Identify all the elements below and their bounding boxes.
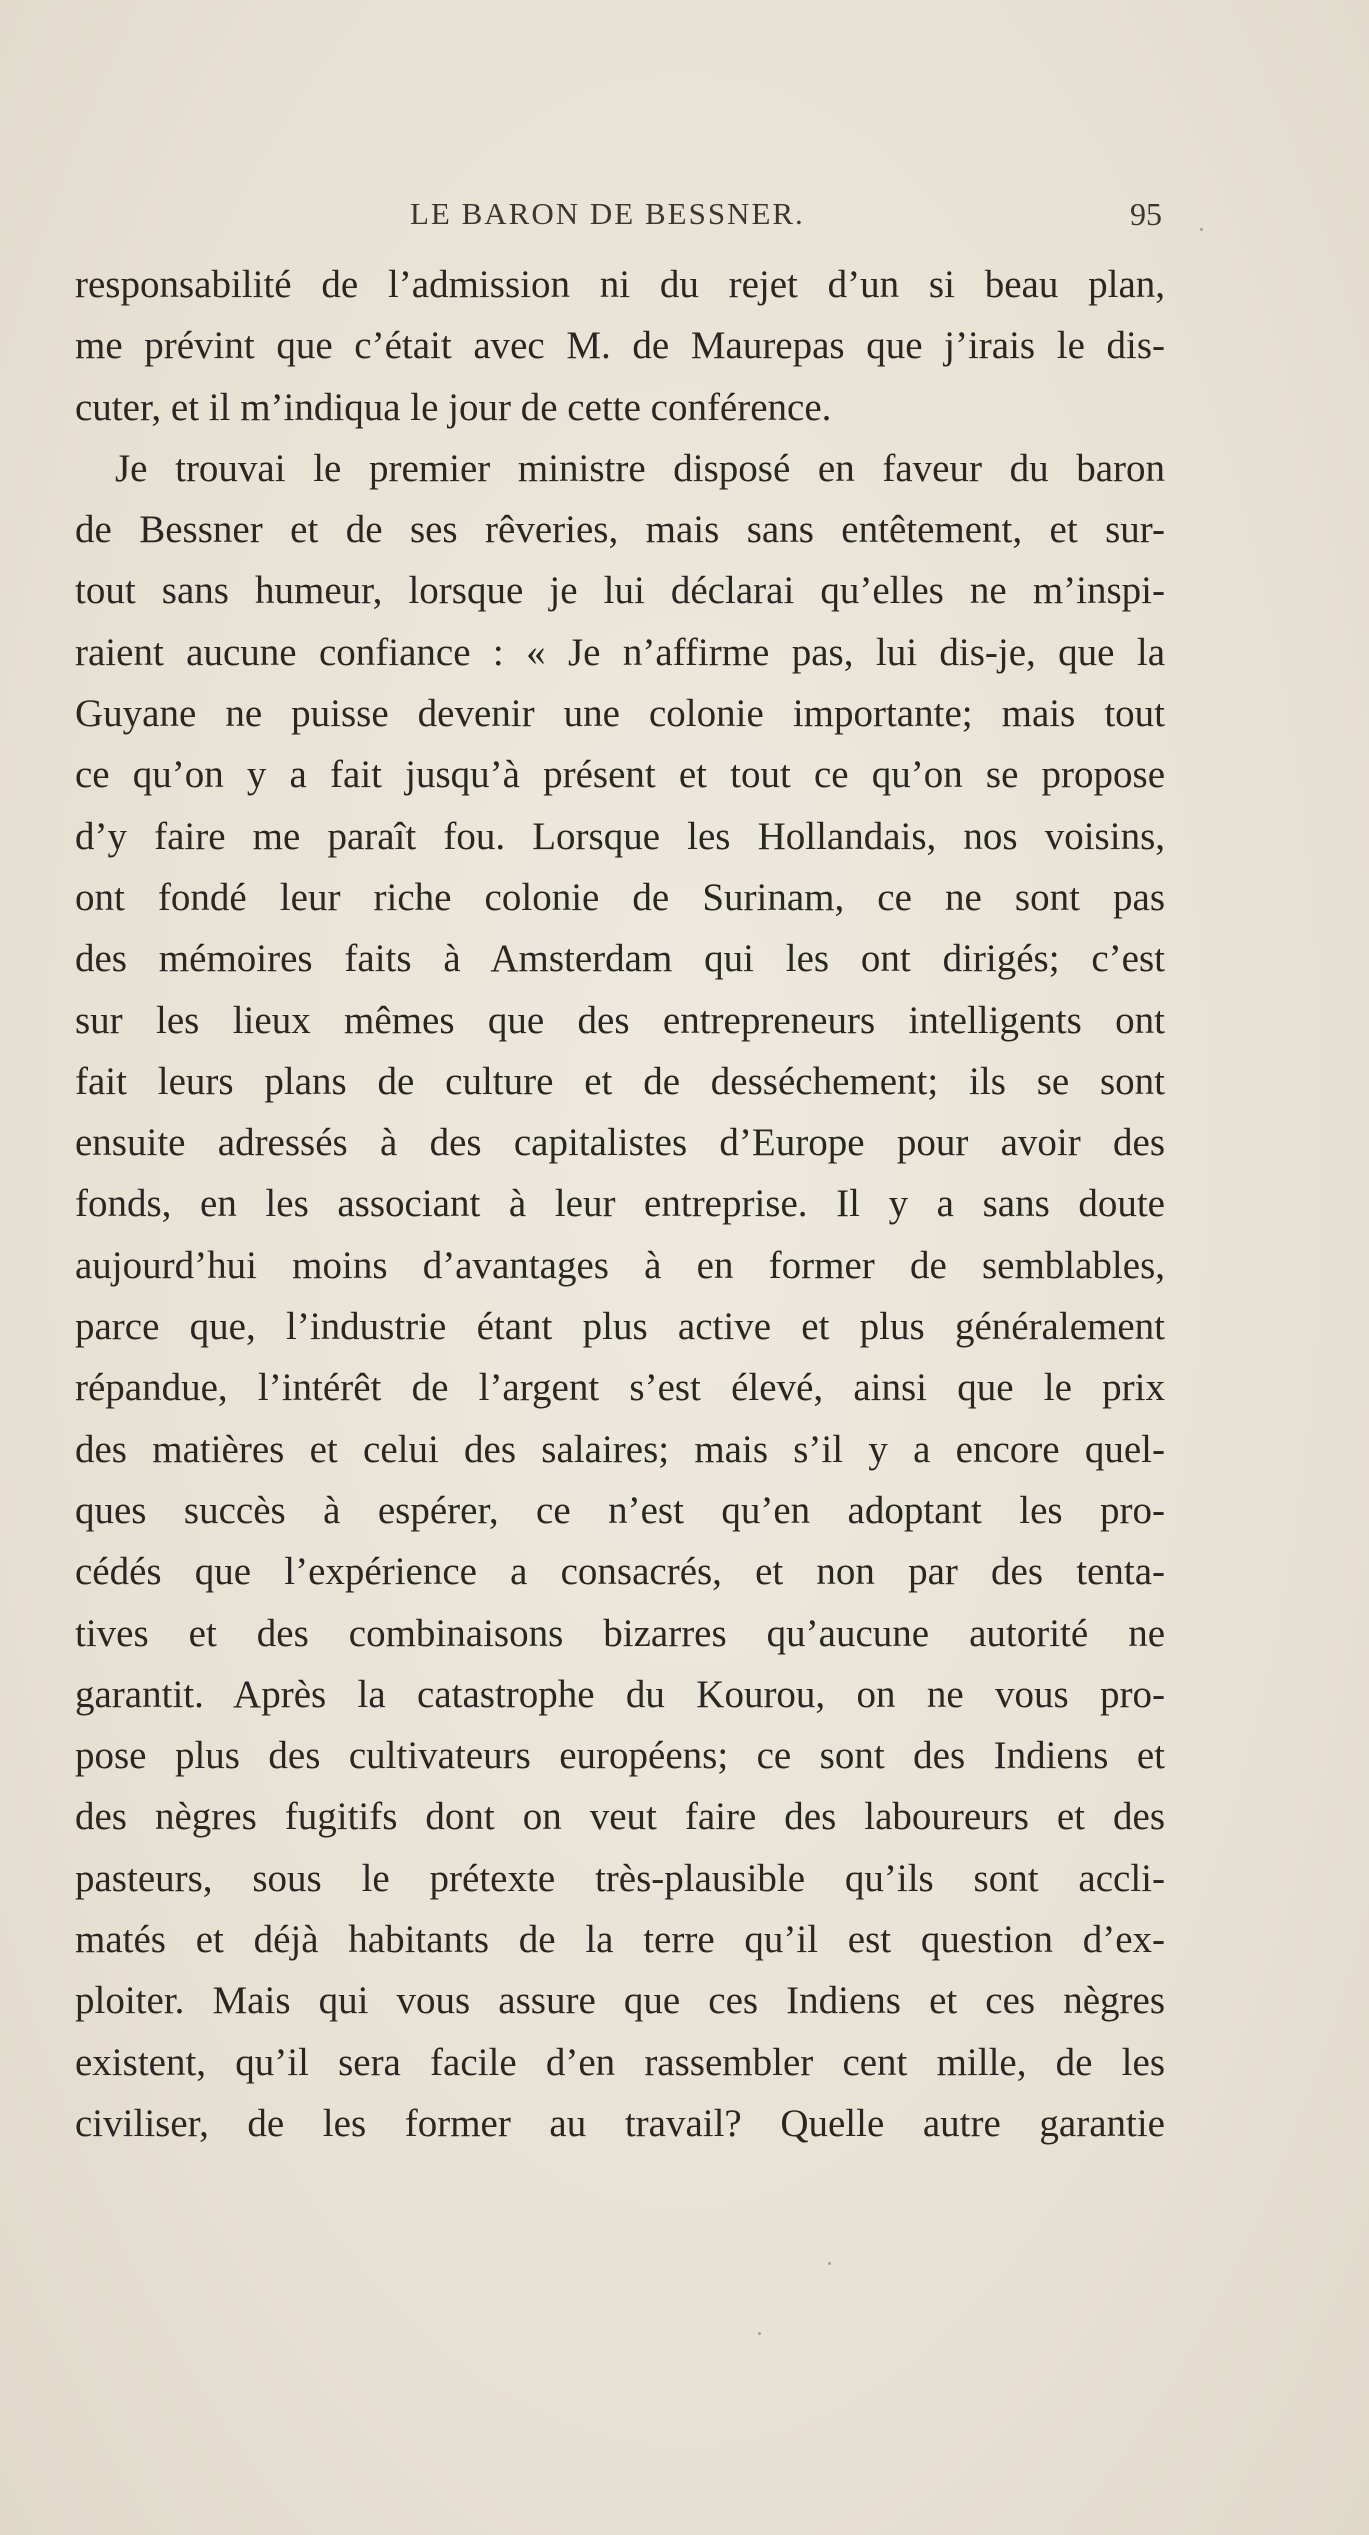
text-line: cuter, et il m’indiqua le jour de cette conférence. [75, 385, 832, 429]
text-line: cédés que l’expérience a consacrés, et non par des tenta- [75, 1550, 1165, 1594]
text-line: tives et des combinaisons bizarres qu’aucune autorité ne [75, 1611, 1165, 1655]
text-line: de Bessner et de ses rêveries, mais sans entêtement, et sur- [75, 508, 1165, 552]
paper-speck [758, 2332, 761, 2335]
text-line: ont fondé leur riche colonie de Surinam, ce ne sont pas [75, 875, 1165, 919]
text-line: responsabilité de l’admission ni du rejet d’un si beau plan, [75, 263, 1165, 306]
text-line: civiliser, de les former au travail? Quelle autre garantie [75, 2101, 1165, 2145]
body-text [75, 254, 1165, 2154]
text-line: fait leurs plans de culture et de desséchement; ils se sont [75, 1059, 1165, 1103]
text-line: matés et déjà habitants de la terre qu’il est question d’ex- [75, 1918, 1165, 1962]
text-line: pose plus des cultivateurs européens; ce sont des Indiens et [75, 1734, 1165, 1778]
text-line: répandue, l’intérêt de l’argent s’est élevé, ainsi que le prix [75, 1366, 1165, 1410]
text-line: aujourd’hui moins d’avantages à en former de semblables, [75, 1243, 1165, 1287]
text-line: des nègres fugitifs dont on veut faire des laboureurs et des [75, 1795, 1165, 1839]
text-line: garantit. Après la catastrophe du Kourou, on ne vous pro- [75, 1672, 1165, 1716]
text-line: ensuite adressés à des capitalistes d’Europe pour avoir des [75, 1121, 1165, 1165]
text-line: existent, qu’il sera facile d’en rassembler cent mille, de les [75, 2040, 1165, 2084]
paper-speck [1200, 228, 1203, 231]
text-line: parce que, l’industrie étant plus active et plus généralement [75, 1305, 1165, 1349]
text-line: d’y faire me paraît fou. Lorsque les Hollandais, nos voisins, [75, 814, 1165, 858]
text-line: ques succès à espérer, ce n’est qu’en adoptant les pro- [75, 1488, 1165, 1532]
text-line: sur les lieux mêmes que des entrepreneurs intelligents ont [75, 998, 1165, 1042]
text-line: me prévint que c’était avec M. de Maurepas que j’irais le dis- [75, 324, 1165, 368]
text-line: des mémoires faits à Amsterdam qui les ont dirigés; c’est [75, 937, 1165, 981]
text-line: ce qu’on y a fait jusqu’à présent et tout ce qu’on se propose [75, 753, 1165, 797]
text-line: tout sans humeur, lorsque je lui déclarai qu’elles ne m’inspi- [75, 569, 1165, 613]
page-number: 95 [1130, 196, 1162, 232]
text-line: fonds, en les associant à leur entreprise. Il y a sans doute [75, 1182, 1165, 1226]
text-line: raient aucune confiance : « Je n’affirme pas, lui dis-je, que la [75, 630, 1165, 674]
text-line: Guyane ne puisse devenir une colonie importante; mais tout [75, 692, 1165, 736]
text-line: des matières et celui des salaires; mais s’il y a encore quel- [75, 1427, 1165, 1471]
text-line: pasteurs, sous le prétexte très-plausible qu’ils sont accli- [75, 1856, 1165, 1900]
text-line: Je trouvai le premier ministre disposé en faveur du baron [115, 446, 1165, 490]
running-title: LE BARON DE BESSNER. [410, 196, 805, 231]
text-line: ploiter. Mais qui vous assure que ces Indiens et ces nègres [75, 1979, 1165, 2023]
running-header [0, 196, 1369, 246]
paper-speck [828, 2262, 831, 2265]
